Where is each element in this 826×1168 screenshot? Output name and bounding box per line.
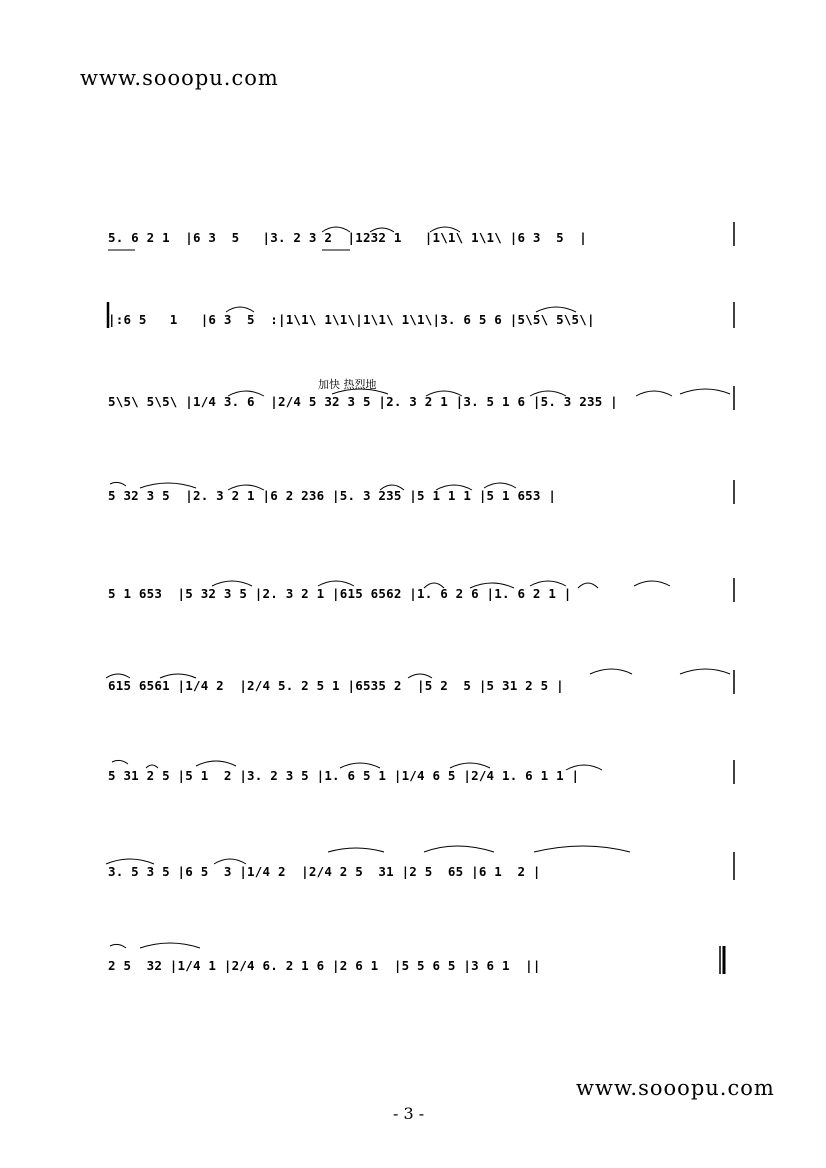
score-system-2 [0, 298, 826, 358]
notation-line: 2 5 32 |1/4 1 |2/4 6. 2 1 6 |2 6 1 |5 5 6 5 |3 6 1 || [108, 958, 541, 973]
watermark-top: www.sooopu.com [80, 66, 279, 90]
notation-line: 5\5\ 5\5\ |1/4 3. 6 |2/4 5 32 3 5 |2. 3 2 1 |3. 5 1 6 |5. 3 235 | [108, 394, 618, 409]
notation-line: 615 6561 |1/4 2 |2/4 5. 2 5 1 |6535 2 |5 2 5 |5 31 2 5 | [108, 678, 564, 693]
barline-marks [0, 664, 826, 724]
barline-marks [0, 572, 826, 632]
notation-line: 5 31 2 5 |5 1 2 |3. 2 3 5 |1. 6 5 1 |1/4 6 5 |2/4 1. 6 1 1 | [108, 768, 580, 783]
barline-marks [0, 380, 826, 440]
score-system-7 [0, 754, 826, 814]
score-system-8 [0, 850, 826, 910]
notation-line: 3. 5 3 5 |6 5 3 |1/4 2 |2/4 2 5 31 |2 5 65 |6 1 2 | [108, 864, 541, 879]
notation-line: |:6 5 1 |6 3 5 :|1\1\ 1\1\|1\1\ 1\1\|3. 6 5 6 |5\5\ 5\5\| [108, 312, 595, 327]
barline-marks [0, 944, 826, 1004]
barline-marks [0, 474, 826, 534]
score-system-5 [0, 572, 826, 632]
score-system-9 [0, 944, 826, 1004]
score-system-4 [0, 474, 826, 534]
tempo-marking: 加快 热烈地 [318, 378, 377, 391]
score-system-6 [0, 664, 826, 724]
notation-line: 5 1 653 |5 32 3 5 |2. 3 2 1 |615 6562 |1. 6 2 6 |1. 6 2 1 | [108, 586, 572, 601]
barline-marks [0, 850, 826, 910]
watermark-bottom: www.sooopu.com [576, 1076, 775, 1100]
barline-marks [0, 754, 826, 814]
notation-line: 5 32 3 5 |2. 3 2 1 |6 2 236 |5. 3 235 |5 1 1 1 |5 1 653 | [108, 488, 557, 503]
barline-marks [0, 298, 826, 358]
notation-line: 5. 6 2 1 |6 3 5 |3. 2 3 2 |1232 1 |1\1\ 1\1\ |6 3 5 | [108, 230, 587, 245]
score-system-3 [0, 380, 826, 440]
score-system-1 [0, 216, 826, 276]
page-number: - 3 - [393, 1104, 425, 1123]
barline-marks [0, 216, 826, 276]
